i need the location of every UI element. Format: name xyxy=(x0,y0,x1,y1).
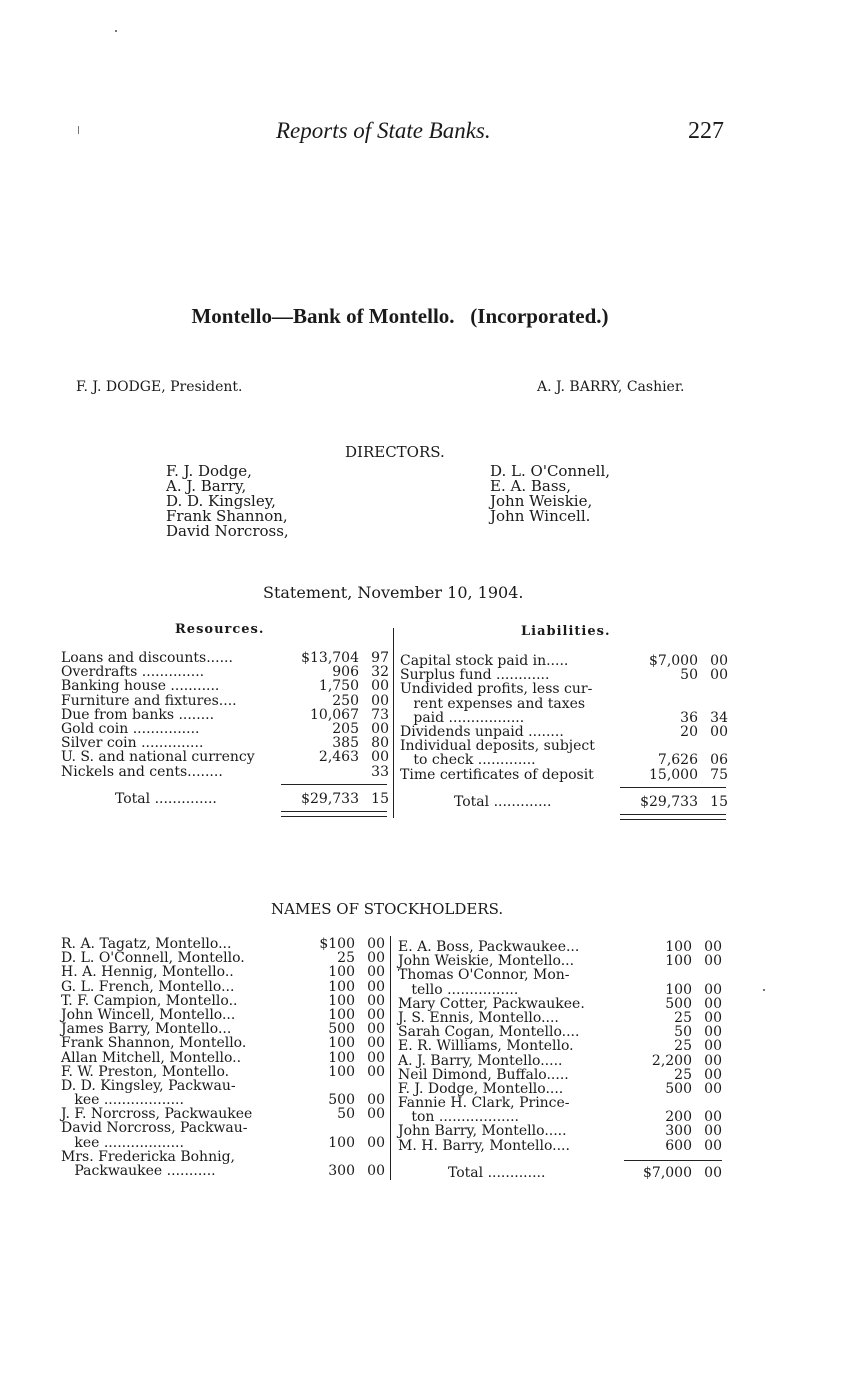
stockholder-row: kee .................. 100 00 xyxy=(61,1134,385,1151)
director-name: David Norcross, xyxy=(166,522,289,540)
liability-row: Capital stock paid in..... $7,000 00 xyxy=(400,653,728,669)
resource-row: Due from banks ........ 10,067 73 xyxy=(61,706,389,723)
stockholder-row: Neil Dimond, Buffalo..... 25 00 xyxy=(398,1066,722,1083)
director-name: D. D. Kingsley, xyxy=(166,492,276,510)
stockholder-row: tello ................ 100 00 xyxy=(398,981,722,998)
resource-row: U. S. and national currency 2,463 00 xyxy=(61,749,389,766)
president-line: F. J. DODGE, President. xyxy=(76,379,243,395)
resource-row: Silver coin .............. 385 80 xyxy=(61,735,389,752)
stockholder-row: M. H. Barry, Montello.... 600 00 xyxy=(398,1137,722,1154)
stockholder-row: Packwaukee ........... 300 00 xyxy=(61,1163,385,1179)
stockholder-row: Fannie H. Clark, Prince- xyxy=(398,1095,570,1112)
resources-double-rule xyxy=(281,811,387,817)
director-name: E. A. Bass, xyxy=(490,477,571,495)
resources-table xyxy=(61,651,389,779)
stockholders-total: Total ............. $7,000 00 xyxy=(448,1165,722,1181)
director-name: F. J. Dodge, xyxy=(166,462,252,480)
liability-row: Undivided profits, less cur- xyxy=(400,681,593,698)
stockholders-left xyxy=(61,937,385,1178)
stockholders-divider xyxy=(390,936,391,1180)
director-name: D. L. O'Connell, xyxy=(490,462,611,480)
resource-row: Gold coin ............... 205 00 xyxy=(61,720,389,737)
liability-row: Individual deposits, subject xyxy=(400,738,595,755)
stockholder-row: E. R. Williams, Montello. 25 00 xyxy=(398,1038,722,1055)
stockholders-heading: NAMES OF STOCKHOLDERS. xyxy=(271,900,504,918)
resources-total: Total .............. $29,733 15 xyxy=(115,791,389,807)
liability-row: paid ................. 36 34 xyxy=(400,709,728,726)
liability-row: Surplus fund ............ 50 00 xyxy=(400,667,728,684)
liabilities-table xyxy=(400,654,728,782)
stockholder-row: Frank Shannon, Montello. 100 00 xyxy=(61,1035,385,1052)
stockholder-row: R. A. Tagatz, Montello... $100 00 xyxy=(61,936,385,952)
stockholder-row: ton .................. 200 00 xyxy=(398,1109,722,1126)
statement-title: Statement, November 10, 1904. xyxy=(263,583,524,602)
stockholder-row: D. L. O'Connell, Montello. 25 00 xyxy=(61,950,385,967)
stockholder-row: Mrs. Fredericka Bohnig, xyxy=(61,1148,235,1165)
cashier-line: A. J. BARRY, Cashier. xyxy=(537,379,685,395)
stockholder-row: David Norcross, Packwau- xyxy=(61,1120,248,1137)
directors-left xyxy=(166,464,289,539)
stockholder-row: kee .................. 500 00 xyxy=(61,1092,385,1109)
stockholder-row: T. F. Campion, Montello.. 100 00 xyxy=(61,992,385,1009)
statement-divider xyxy=(393,628,394,818)
resources-heading: Resources. xyxy=(175,622,265,637)
directors-right xyxy=(490,464,610,524)
stockholder-row: A. J. Barry, Montello..... 2,200 00 xyxy=(398,1052,722,1069)
stockholder-row: John Wincell, Montello... 100 00 xyxy=(61,1006,385,1023)
stockholder-row: Sarah Cogan, Montello.... 50 00 xyxy=(398,1024,722,1041)
liability-row: rent expenses and taxes xyxy=(400,695,586,712)
stockholder-row: F. J. Dodge, Montello.... 500 00 xyxy=(398,1080,722,1097)
stockholders-sum-rule xyxy=(624,1160,722,1161)
scan-speck xyxy=(78,126,79,134)
resource-row: Nickels and cents........ 33 xyxy=(61,763,389,780)
stockholder-row: H. A. Hennig, Montello.. 100 00 xyxy=(61,964,385,981)
scan-speck xyxy=(115,30,117,32)
resource-row: Loans and discounts...... $13,704 97 xyxy=(61,650,389,666)
liability-row: Dividends unpaid ........ 20 00 xyxy=(400,723,728,740)
stockholder-row: J. S. Ennis, Montello.... 25 00 xyxy=(398,1009,722,1026)
stockholder-row: E. A. Boss, Packwaukee... 100 00 xyxy=(398,939,722,955)
running-head: Reports of State Banks. xyxy=(276,118,491,143)
stockholder-row: John Weiskie, Montello... 100 00 xyxy=(398,953,722,970)
stockholder-row: G. L. French, Montello... 100 00 xyxy=(61,978,385,995)
liability-row: to check ............. 7,626 06 xyxy=(400,752,728,769)
resource-row: Banking house ........... 1,750 00 xyxy=(61,678,389,695)
liabilities-total: Total ............. $29,733 15 xyxy=(454,794,728,810)
stockholder-row: James Barry, Montello... 500 00 xyxy=(61,1021,385,1038)
director-name: John Weiskie, xyxy=(490,492,593,510)
resources-sum-rule xyxy=(281,784,387,785)
scan-speck xyxy=(763,989,765,991)
stockholder-row: D. D. Kingsley, Packwau- xyxy=(61,1077,236,1094)
stockholder-row: J. F. Norcross, Packwaukee 50 00 xyxy=(61,1106,385,1123)
stockholder-row: Mary Cotter, Packwaukee. 500 00 xyxy=(398,995,722,1012)
director-name: Frank Shannon, xyxy=(166,507,288,525)
resource-row: Furniture and fixtures.... 250 00 xyxy=(61,692,389,709)
liability-row: Time certificates of deposit 15,000 75 xyxy=(400,766,728,783)
liabilities-sum-rule xyxy=(620,787,726,788)
stockholders-right xyxy=(398,940,722,1153)
directors-heading: DIRECTORS. xyxy=(345,443,445,461)
resource-row: Overdrafts .............. 906 32 xyxy=(61,664,389,681)
page-number: 227 xyxy=(688,118,724,144)
stockholder-row: Thomas O'Connor, Mon- xyxy=(398,967,570,984)
liabilities-heading: Liabilities. xyxy=(521,624,611,639)
liabilities-double-rule xyxy=(620,814,726,820)
bank-title: Montello—Bank of Montello. (Incorporated.) xyxy=(191,304,609,328)
stockholder-row: F. W. Preston, Montello. 100 00 xyxy=(61,1063,385,1080)
director-name: A. J. Barry, xyxy=(166,477,247,495)
stockholder-row: Allan Mitchell, Montello.. 100 00 xyxy=(61,1049,385,1066)
director-name: John Wincell. xyxy=(490,507,591,525)
stockholder-row: John Barry, Montello..... 300 00 xyxy=(398,1123,722,1140)
